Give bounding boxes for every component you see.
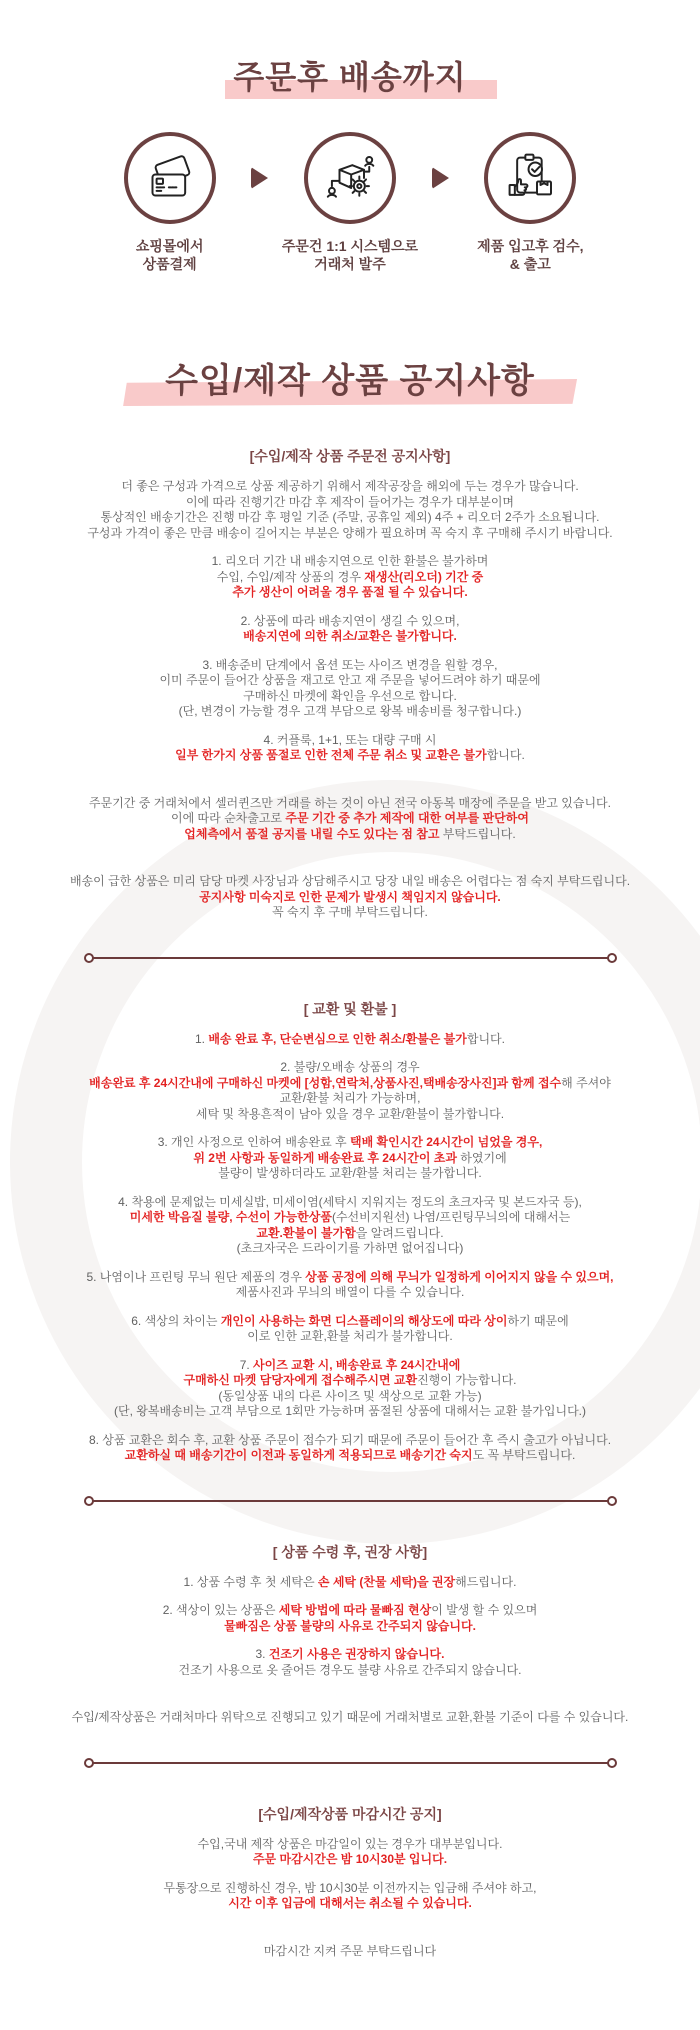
pre-order-notice-text xyxy=(0,479,700,921)
exchange-notice-text xyxy=(0,1032,700,1464)
section-divider xyxy=(93,957,608,959)
step-label-line: & 출고 xyxy=(509,256,551,272)
after-receipt-notice-text xyxy=(0,1575,700,1726)
step-label-line: 상품결제 xyxy=(142,256,197,272)
deadline-notice-text xyxy=(0,1837,700,1960)
step-inspection xyxy=(449,132,612,273)
after-receipt-heading: [ 상품 수령 후, 권장 사항] xyxy=(272,1543,428,1560)
step-label xyxy=(136,237,204,273)
step-order-system xyxy=(268,132,431,273)
text-block: 더 좋은 구성과 가격으로 상품 제공하기 위해서 제작공장을 해외에 두는 경우가 많습니다. 이에 따라 진행기간 마감 후 제작이 들어가는 경우가 대부분이며 통상적인 배송기간은 진행 마감 후 평일 기준 (주말, 공휴일 제외) 4주 + 리오더 2주가 소요됩니다. 구성과 가격이 좋은 만큼 배송이 길어지는 부분은 양해가 필요하며 꼭 숙지 후 구매해 주시기 바랍니다. xyxy=(87,479,613,540)
text-block: 1. 상품 수령 후 첫 세탁은 손 세탁 (찬물 세탁)을 권장해드립니다. xyxy=(183,1574,517,1589)
text-block: 무통장으로 진행하신 경우, 밤 10시30분 이전까지는 입금해 주셔야 하고, 시간 이후 입금에 대해서는 취소될 수 있습니다. xyxy=(163,1880,537,1910)
text-block: 1. 배송 완료 후, 단순변심으로 인한 취소/환불은 불가합니다. xyxy=(195,1031,505,1046)
flow-title xyxy=(233,52,466,98)
section-divider xyxy=(93,1500,608,1502)
text-block: 수입,국내 제작 상품은 마감일이 있는 경우가 대부분입니다. 주문 마감시간은 밤 10시30분 입니다. xyxy=(197,1836,503,1866)
exchange-heading: [ 교환 및 환불 ] xyxy=(303,1000,397,1017)
inspection-icon xyxy=(484,132,576,224)
text-block: 8. 상품 교환은 회수 후, 교환 상품 주문이 접수가 되기 때문에 주문이 들어간 후 즉시 출고가 아닙니다. 교환하실 때 배송기간이 이전과 동일하게 적용되므로 배송기간 숙지도 꼭 부탁드립니다. xyxy=(88,1432,612,1462)
section-divider xyxy=(93,1762,608,1764)
step-label xyxy=(282,237,418,273)
arrow-right-icon xyxy=(251,167,268,189)
step-label xyxy=(477,237,583,273)
text-block: 수입/제작상품은 거래처마다 위탁으로 진행되고 있기 때문에 거래처별로 교환,환불 기준이 다를 수 있습니다. xyxy=(71,1710,629,1724)
step-payment xyxy=(88,132,251,273)
text-block: 주문기간 중 거래처에서 셀러퀸즈만 거래를 하는 것이 아닌 전국 아동복 매장에 주문을 받고 있습니다. 이에 따라 순차출고로 주문 기간 중 추가 제작에 대한 여부를 판단하여 업체측에서 품절 공지를 내릴 수도 있다는 점 참고 부탁드립니다. xyxy=(89,795,611,841)
credit-card-icon xyxy=(124,132,216,224)
text-block: 2. 색상이 있는 상품은 세탁 방법에 따라 물빠짐 현상이 발생 할 수 있으며 물빠짐은 상품 불량의 사유로 간주되지 않습니다. xyxy=(162,1603,538,1633)
text-block: 마감시간 지켜 주문 부탁드립니다 xyxy=(263,1943,437,1958)
text-block: 2. 상품에 따라 배송지연이 생길 수 있으며, 배송지연에 의한 취소/교환은 불가합니다. xyxy=(240,613,460,643)
arrow-right-icon xyxy=(432,167,449,189)
text-block: 배송이 급한 상품은 미리 담당 마켓 사장님과 상담해주시고 당장 내일 배송은 어렵다는 점 숙지 부탁드립니다. 공지사항 미숙지로 인한 문제가 발생시 책임지지 않습니다. 꼭 숙지 후 구매 부탁드립니다. xyxy=(69,874,631,919)
text-block: 1. 리오더 기간 내 배송지연으로 인한 환불은 불가하며 수입, 수입/제작 상품의 경우 재생산(리오더) 기간 중 추가 생산이 어려울 경우 품절 될 수 있습니다. xyxy=(211,554,489,599)
pre-order-heading: [수입/제작 상품 주문전 공지사항] xyxy=(249,448,451,464)
text-block: 3. 건조기 사용은 권장하지 않습니다. 건조기 사용으로 옷 줄어든 경우도 불량 사유로 간주되지 않습니다. xyxy=(178,1647,522,1677)
text-block: 7. 사이즈 교환 시, 배송완료 후 24시간내에 구매하신 마켓 담당자에게 접수해주시면 교환진행이 가능합니다. (동일상품 내의 다른 사이즈 및 색상으로 교환 가능) (단, 왕복배송비는 고객 부담으로 1회만 가능하며 품절된 상품에 대해서는 교환 불가입니다.) xyxy=(114,1357,586,1418)
text-block: 4. 커플룩, 1+1, 또는 대량 구매 시 일부 한가지 상품 품절로 인한 전체 주문 취소 및 교환은 불가합니다. xyxy=(175,732,525,762)
deadline-heading: [수입/제작상품 마감시간 공지] xyxy=(258,1805,442,1822)
notice-title xyxy=(165,353,535,402)
text-block: 5. 나염이나 프린팅 무늬 원단 제품의 경우 상품 공정에 의해 무늬가 일정하게 이어지지 않을 수 있으며, 제품사진과 무늬의 배열이 다를 수 있습니다. xyxy=(86,1269,614,1299)
order-flow-steps xyxy=(0,132,700,273)
step-label-line: 쇼핑몰에서 xyxy=(135,238,204,254)
text-block: 3. 개인 사정으로 인하여 배송완료 후 택배 확인시간 24시간이 넘었을 경우, 위 2번 사항과 동일하게 배송완료 후 24시간이 초과 하였기에 불량이 발생하더라도 교환/환불 처리는 불가합니다. xyxy=(157,1135,543,1180)
text-block: 6. 색상의 차이는 개인이 사용하는 화면 디스플레이의 해상도에 따라 상이하기 때문에 이로 인한 교환,환불 처리가 불가합니다. xyxy=(131,1313,569,1343)
step-label-line: 거래처 발주 xyxy=(314,256,386,272)
flow-title-text: 주문후 배송까지 xyxy=(233,59,467,95)
order-system-icon xyxy=(304,132,396,224)
text-block: 2. 불량/오배송 상품의 경우 배송완료 후 24시간내에 구매하신 마켓에 [성함,연락처,상품사진,택배송장사진]과 함께 접수해 주셔야 교환/환불 처리가 가능하며, 세탁 및 착용흔적이 남아 있을 경우 교환/환불이 불가합니다. xyxy=(89,1060,611,1121)
text-block: 4. 착용에 문제없는 미세실밥, 미세이염(세탁시 지워지는 정도의 초크자국 및 본드자국 등), 미세한 박음질 불량, 수선이 가능한상품(수선비지원선) 나염/프린팅무늬의에 대해서는 교환.환불이 불가함을 알려드립니다. (초크자국은 드라이기를 가하면 없어집니다) xyxy=(118,1194,582,1255)
step-label-line: 제품 입고후 검수, xyxy=(477,238,584,254)
notice-title-text: 수입/제작 상품 공지사항 xyxy=(165,362,535,400)
text-block: 3. 배송준비 단계에서 옵션 또는 사이즈 변경을 원할 경우, 이미 주문이 들어간 상품을 재고로 안고 재 주문을 넣어드려야 하기 때문에 구매하신 마켓에 확인을 우선으로 합니다. (단, 변경이 가능할 경우 고객 부담으로 왕복 배송비를 청구합니다.) xyxy=(159,657,541,718)
step-label-line: 주문건 1:1 시스템으로 xyxy=(281,238,419,254)
